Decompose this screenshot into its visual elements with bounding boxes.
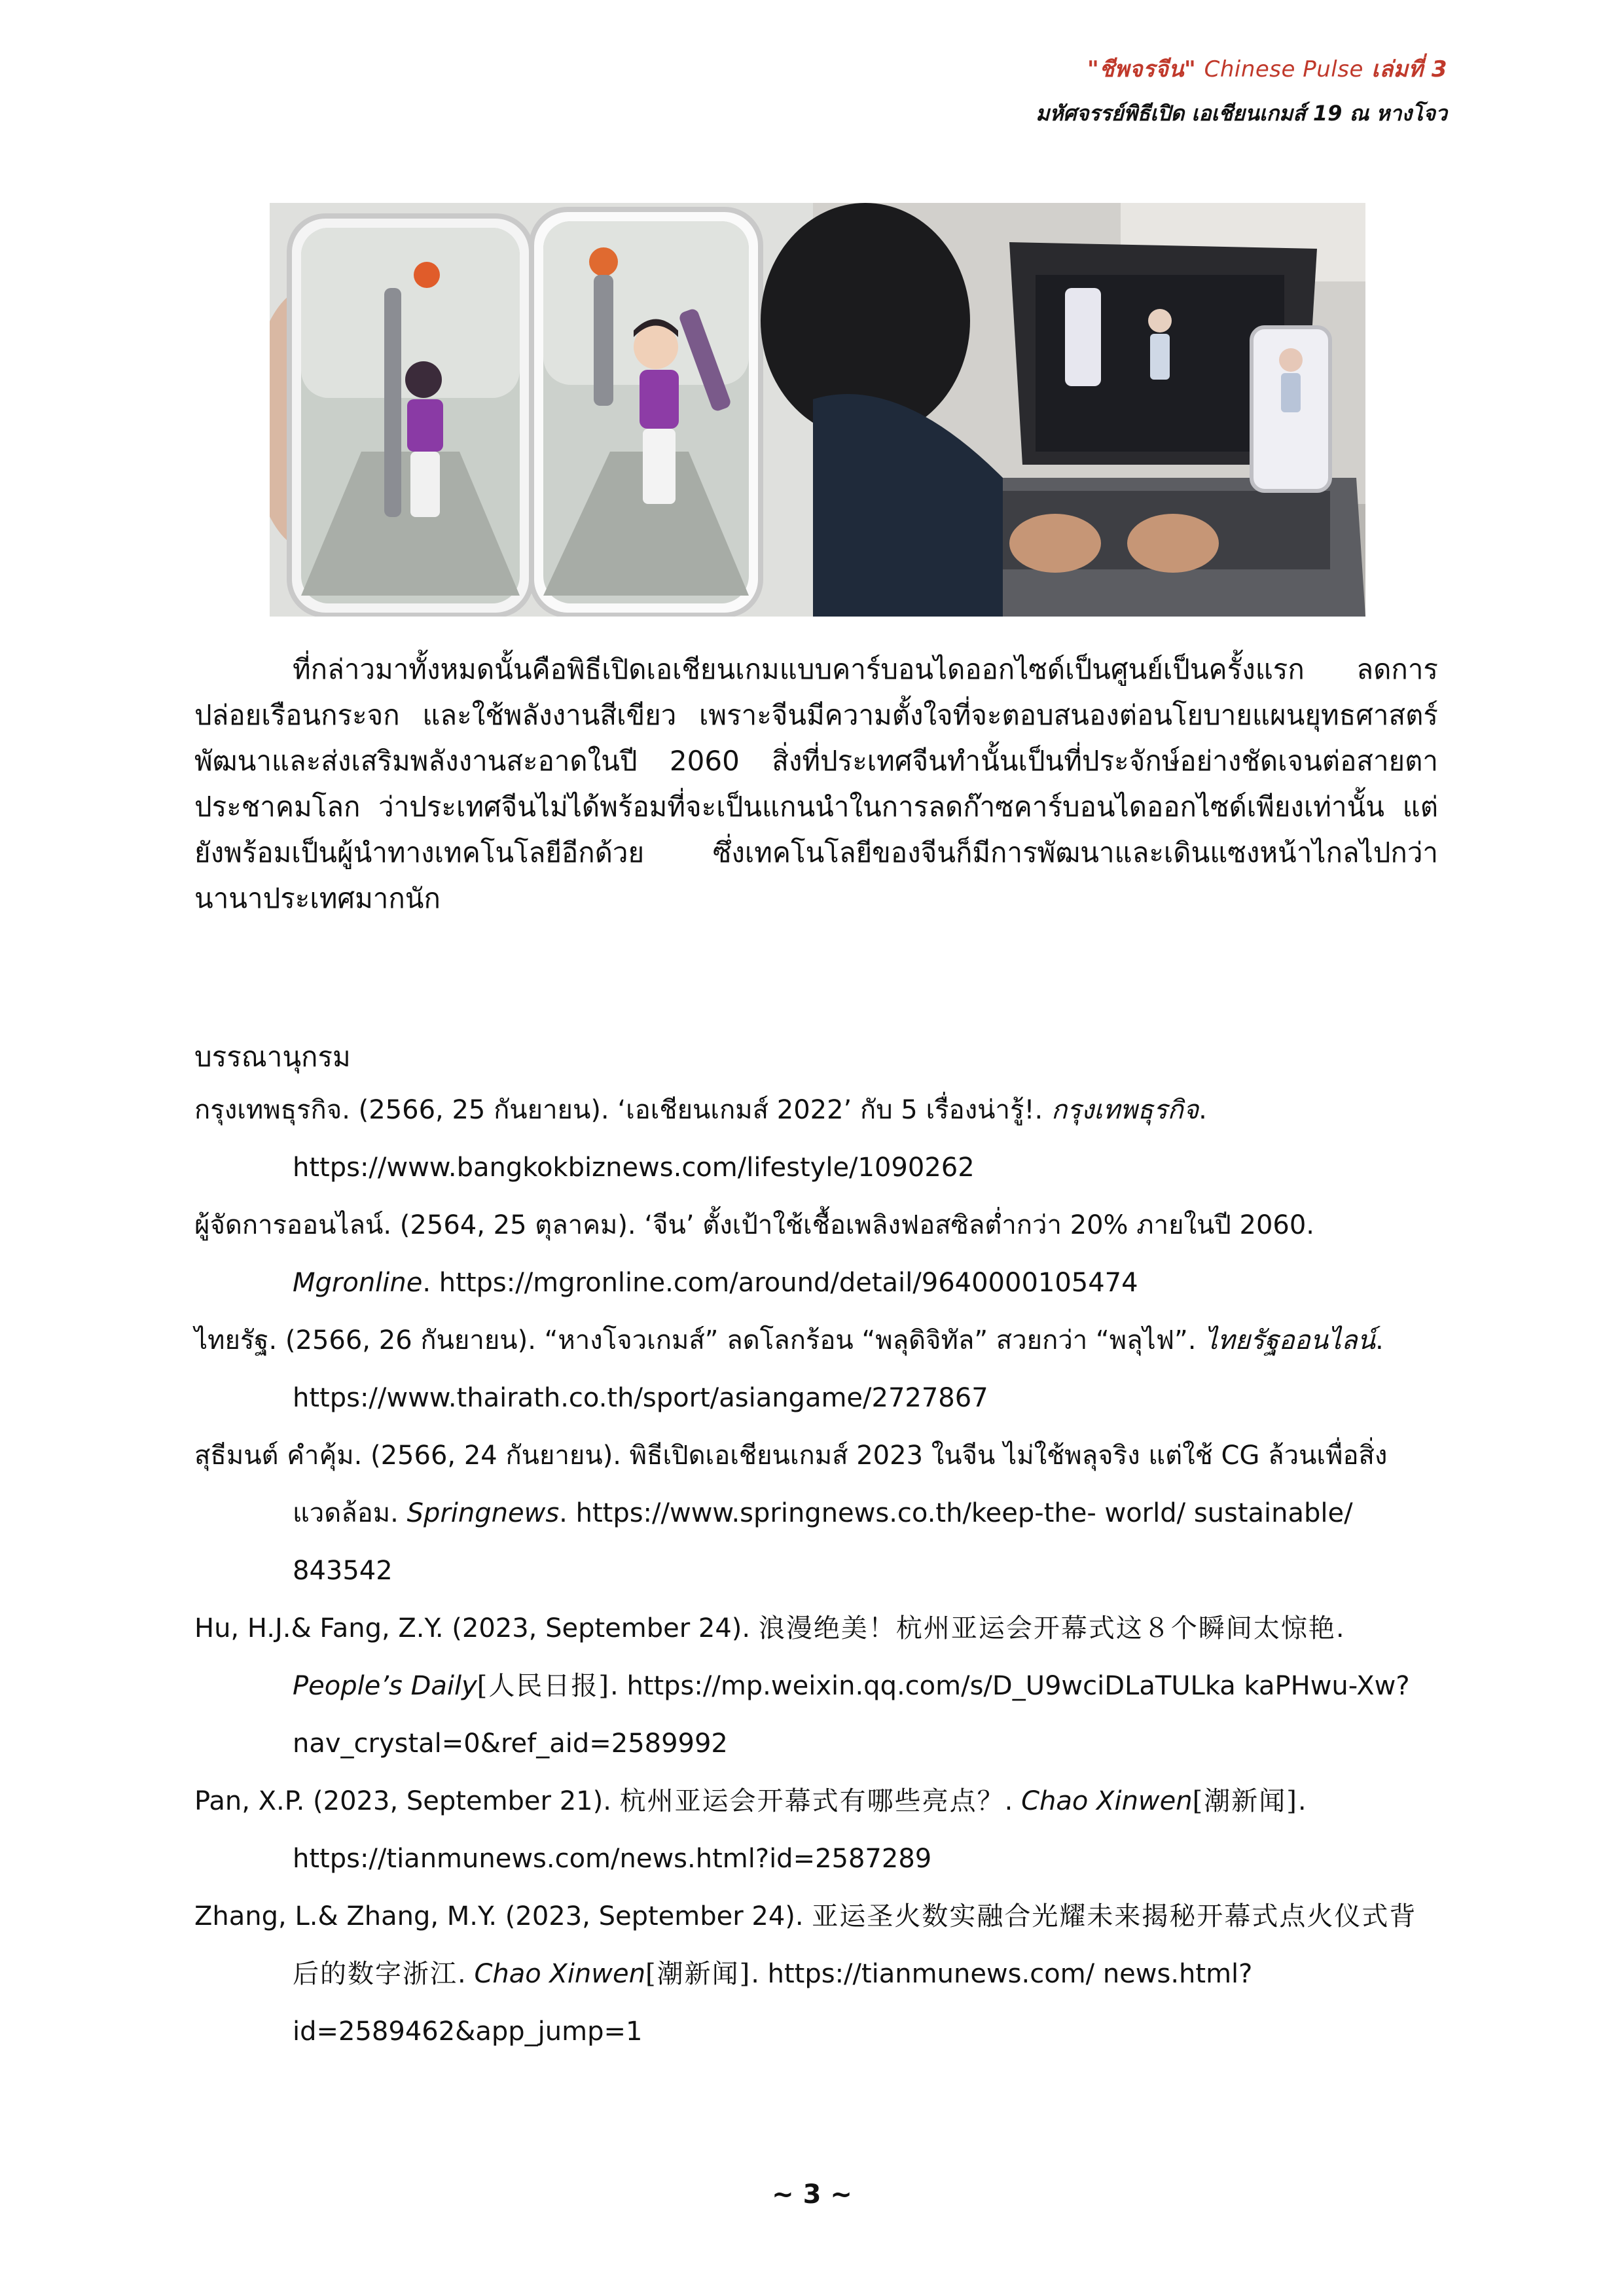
reference-item: ไทยรัฐ. (2566, 26 กันยายน). “หางโจวเกมส์” ลดโลกร้อน “พลุดิจิทัล” สวยกว่า “พลุไฟ”. ไทยรัฐออนไลน์. https://www.thairath.co.th/sport/asiangame/2727867: [194, 1325, 1384, 1413]
reference-item: กรุงเทพธุรกิจ. (2566, 25 กันยายน). ‘เอเชียนเกมส์ 2022’ กับ 5 เรื่องน่ารู้!. กรุงเทพธุรกิจ. https://www.bangkokbiznews.com/lifestyle/1090262: [194, 1095, 1207, 1183]
issue-label: เล่มที่ 3: [1371, 56, 1447, 82]
body-paragraph: [194, 647, 1438, 922]
reference-item: Pan, X.P. (2023, September 21). 杭州亚运会开幕式有哪些亮点？. Chao Xinwen[潮新闻]. https://tianmunews.com/news.html?id=2587289: [194, 1786, 1307, 1874]
reference-item: Hu, H.J.& Fang, Z.Y. (2023, September 24). 浪漫绝美！杭州亚运会开幕式这８个瞬间太惊艳. People’s Daily[人民日报]. https://mp.weixin.qq.com/s/D_U9wciDLaTULka kaPHwu-Xw?nav_crystal=0&ref_aid=2589992: [194, 1613, 1410, 1759]
reference-list: [194, 1081, 1438, 2060]
photo-illustration: [270, 203, 1365, 617]
running-header-title: มหัศจรรย์พิธีเปิด เอเชียนเกมส์ 19 ณ หางโจว: [1036, 101, 1447, 126]
bibliography-heading: บรรณานุกรม: [194, 1041, 351, 1073]
reference-item: สุธีมนต์ คำคุ้ม. (2566, 24 กันยายน). พิธีเปิดเอเชียนเกมส์ 2023 ในจีน ไม่ใช้พลุจริง แต่ใช้ CG ล้วนเพื่อสิ่งแวดล้อม. Springnews. https://www.springnews.co.th/keep-the- world/ sustainable/ 843542: [194, 1441, 1388, 1586]
reference-item: Zhang, L.& Zhang, M.Y. (2023, September 24). 亚运圣火数实融合光耀未来揭秘开幕式点火仪式背后的数字浙江. Chao Xinwen[潮新闻]. https://tianmunews.com/ news.html?id=2589462&app_jump=1: [194, 1901, 1417, 2047]
paragraph-text: ที่กล่าวมาทั้งหมดนั้นคือพิธีเปิดเอเชียนเกมแบบคาร์บอนไดออกไซด์เป็นศูนย์เป็นครั้งแรก ลดการปล่อยเรือนกระจก และใช้พลังงานสีเขียว เพราะจีนมีความตั้งใจที่จะตอบสนองต่อนโยบายแผนยุทธศาสตร์พัฒนาและส่งเสริมพลังงานสะอาดในปี 2060 สิ่งที่ประเทศจีนทำนั้นเป็นที่ประจักษ์อย่างชัดเจนต่อสายตาประชาคมโลก ว่าประเทศจีนไม่ได้พร้อมที่จะเป็นแกนนำในการลดก๊าซคาร์บอนไดออกไซด์เพียงเท่านั้น แต่ยังพร้อมเป็นผู้นำทางเทคโนโลยีอีกด้วย ซึ่งเทคโนโลยีของจีนก็มีการพัฒนาและเดินแซงหน้าไกลไปกว่านานาประเทศมากนัก: [194, 653, 1438, 914]
page-number: ~ 3 ~: [772, 2179, 852, 2210]
series-title: "ชีพจรจีน": [1087, 56, 1197, 82]
running-header-series: [1087, 51, 1447, 86]
series-en: Chinese Pulse: [1204, 56, 1363, 82]
article-photo: [270, 203, 1365, 617]
reference-item: ผู้จัดการออนไลน์. (2564, 25 ตุลาคม). ‘จีน’ ตั้งเป้าใช้เชื้อเพลิงฟอสซิลต่ำกว่า 20% ภายในปี 2060. Mgronline. https://mgronline.com/around/detail/9640000105474: [194, 1210, 1315, 1298]
